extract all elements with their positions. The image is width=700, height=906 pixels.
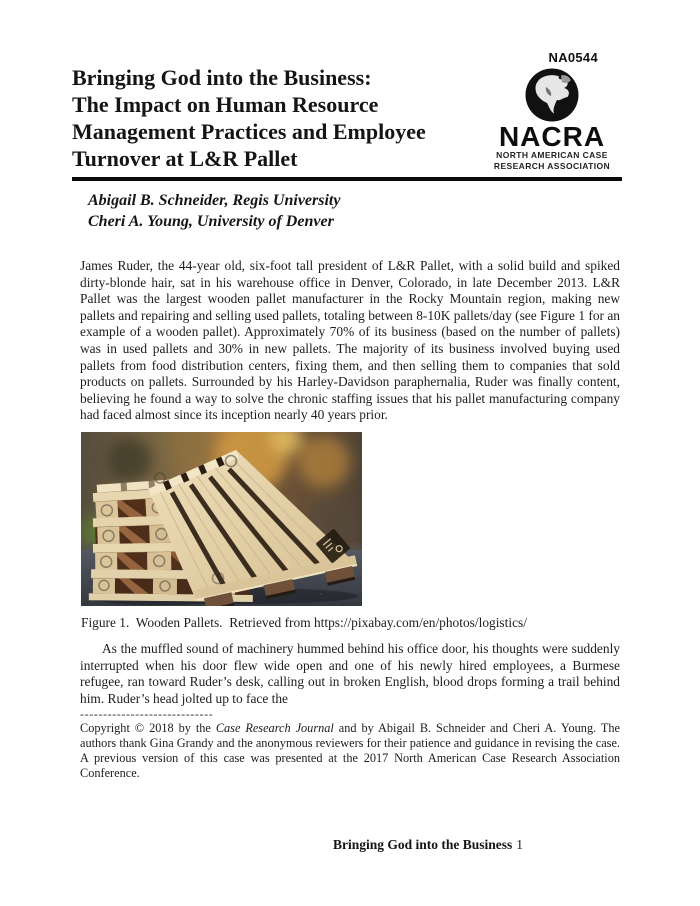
paragraph-1: James Ruder, the 44-year old, six-foot tall president of L&R Pallet, with a solid build and spiked dirty-blonde hair, sat in his warehouse office in Denver, Colorado, in late December 2013. L&R Pallet was the largest wooden pallet manufacturer in the Rocky Mountain region, making new pallets and repairing and selling used pallets, totaling between 8-10K pallets/day (see Figure 1 for an example of a wooden pallet). Approximately 70% of its business (based on the number of pallets) was in used pallets and 30% in new pallets. The majority of its business involved buying used pallets from food distribution centers, fixing them, and then selling them to companies that sold products on pallets. Surrounded by his Harley-Davidson paraphernalia, Ruder was finally content, believing he found a way to solve the chronic staffing issues that his pallet manufacturing company had faced almost since its inception nearly 40 years prior. <box>80 258 620 423</box>
page-footer <box>0 837 523 853</box>
wooden-pallets-photo <box>81 432 362 606</box>
title-line-4: Turnover at L&R Pallet <box>72 146 298 171</box>
running-title: Bringing God into the Business <box>332 837 513 852</box>
page-header <box>72 64 622 181</box>
title-line-3: Management Practices and Employee <box>72 119 426 144</box>
title-line-2: The Impact on Human Resource <box>72 92 379 117</box>
footnote-separator: ----------------------------- <box>80 707 214 722</box>
case-title <box>72 64 482 172</box>
title-line-1: Bringing God into the Business: <box>72 65 372 90</box>
footnote-text-2: and by Abigail B. Schneider and Cheri A. Young. The authors thank Gina Grandy and the anonymous reviewers for their patience and guidance in revising the case. A previous version of this case was presented at the 2017 North American Case Research Association Conference. <box>80 721 620 781</box>
figure-caption: Figure 1. Wooden Pallets. Retrieved from https://pixabay.com/en/photos/logistics/ <box>81 614 527 630</box>
page-number: 1 <box>516 837 523 852</box>
author-2: Cheri A. Young, University of Denver <box>88 213 334 230</box>
author-list <box>88 190 620 232</box>
nacra-subtitle-1: NORTH AMERICAN CASE <box>496 150 608 160</box>
case-number: NA0544 <box>548 50 598 65</box>
journal-name: Case Research Journal <box>215 721 334 736</box>
globe-north-america-icon <box>524 67 580 123</box>
footnote-text-1: Copyright © 2018 by the <box>80 721 216 736</box>
nacra-logo <box>482 67 622 172</box>
copyright-footnote <box>80 721 620 781</box>
nacra-subtitle-2: RESEARCH ASSOCIATION <box>493 160 611 171</box>
paragraph-2: As the muffled sound of machinery hummed behind his office door, his thoughts were suddenly interrupted when his door flew wide open and one of his newly hired employees, a Burmese refugee, ran toward Ruder’s desk, calling out in broken English, blood drops forming a trail behind him. Ruder’s head jolted up to face the <box>80 640 620 706</box>
nacra-acronym: NACRA <box>498 121 606 152</box>
author-1: Abigail B. Schneider, Regis University <box>88 192 341 209</box>
